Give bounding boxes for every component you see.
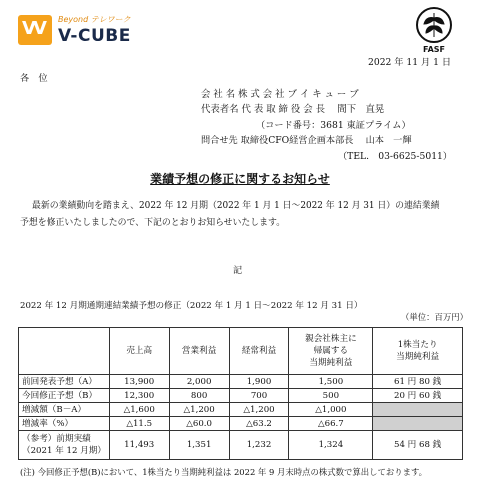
table-row-label: 前回発表予想（A） bbox=[19, 375, 110, 389]
representative-line: 代表者名 代 表 取 締 役 会 長 間下 直晃 bbox=[201, 104, 385, 115]
table-header-cell: 売上高 bbox=[109, 328, 169, 375]
table-header-cell: 親会社株主に 帰属する 当期純利益 bbox=[289, 328, 373, 375]
table-cell: 1,324 bbox=[289, 431, 373, 460]
recipient: 各 位 bbox=[20, 73, 48, 84]
forecast-table bbox=[18, 327, 463, 460]
table-cell: △1,200 bbox=[229, 403, 289, 417]
footnote: (注) 今回修正予想(B)において、1株当たり当期純利益は 2022 年 9 月末時点の株式数で算出しております。 bbox=[20, 467, 428, 477]
table-cell: 54 円 68 銭 bbox=[373, 431, 463, 460]
table-row-label: 増減額（B－A） bbox=[19, 403, 110, 417]
company-logo bbox=[18, 12, 168, 48]
company-name-line: 会 社 名 株 式 会 社 ブ イ キ ュ ー ブ bbox=[201, 89, 359, 100]
table-row bbox=[19, 417, 463, 431]
table-cell: △60.0 bbox=[169, 417, 229, 431]
table-cell: △66.7 bbox=[289, 417, 373, 431]
table-row-label: （参考）前期実績 （2021 年 12 月期） bbox=[19, 431, 110, 460]
v-logo-icon: V V bbox=[18, 15, 52, 45]
document-title: 業績予想の修正に関するお知らせ bbox=[150, 172, 330, 186]
stock-code-line: （コード番号：3681 東証プライム） bbox=[256, 120, 411, 131]
fasf-seal-icon bbox=[412, 6, 456, 44]
table-row bbox=[19, 431, 463, 460]
table-header-cell: 営業利益 bbox=[169, 328, 229, 375]
table-header-row bbox=[19, 328, 463, 375]
body-line-2: 予想を修正いたしましたので、下記のとおりお知らせいたします。 bbox=[20, 218, 286, 228]
table-cell: 800 bbox=[169, 389, 229, 403]
tel-line: （TEL. 03-6625-5011） bbox=[338, 151, 453, 162]
table-cell: 1,232 bbox=[229, 431, 289, 460]
unit-label: （単位：百万円） bbox=[401, 312, 468, 322]
table-cell: 1,351 bbox=[169, 431, 229, 460]
table-cell: 500 bbox=[289, 389, 373, 403]
contact-line: 問合せ先 取締役CFO経営企画本部長 山本 一輝 bbox=[201, 135, 412, 146]
table-cell-empty bbox=[373, 403, 463, 417]
table-row-label: 増減率（%） bbox=[19, 417, 110, 431]
table-cell: 2,000 bbox=[169, 375, 229, 389]
table-cell: 13,900 bbox=[109, 375, 169, 389]
table-cell: 1,900 bbox=[229, 375, 289, 389]
table-cell: △1,000 bbox=[289, 403, 373, 417]
table-cell: 11,493 bbox=[109, 431, 169, 460]
table-cell: 20 円 60 銭 bbox=[373, 389, 463, 403]
table-cell: 700 bbox=[229, 389, 289, 403]
section-title: 2022 年 12 月期通期連結業績予想の修正（2022 年 1 月 1 日～2022 年 12 月 31 日） bbox=[20, 301, 363, 311]
table-row bbox=[19, 389, 463, 403]
table-cell: 1,500 bbox=[289, 375, 373, 389]
logo-tagline: Beyond テレワーク bbox=[58, 15, 131, 24]
body-line-1: 最新の業績動向を踏まえ、2022 年 12 月期（2022 年 1 月 1 日～2022 年 12 月 31 日）の連結業績 bbox=[32, 201, 440, 211]
table-cell: △1,600 bbox=[109, 403, 169, 417]
table-header-cell: 1株当たり 当期純利益 bbox=[373, 328, 463, 375]
fasf-label: FASF bbox=[423, 45, 445, 54]
table-row bbox=[19, 375, 463, 389]
table-cell: 61 円 80 銭 bbox=[373, 375, 463, 389]
document-date: 2022 年 11 月 1 日 bbox=[368, 57, 452, 68]
table-cell-empty bbox=[373, 417, 463, 431]
table-header-cell bbox=[19, 328, 110, 375]
table-row-label: 今回修正予想（B） bbox=[19, 389, 110, 403]
table-cell: 12,300 bbox=[109, 389, 169, 403]
table-cell: △63.2 bbox=[229, 417, 289, 431]
logo-name: V-CUBE bbox=[58, 26, 131, 46]
table-row bbox=[19, 403, 463, 417]
fasf-badge bbox=[412, 6, 456, 54]
table-cell: △11.5 bbox=[109, 417, 169, 431]
ki-heading: 記 bbox=[233, 265, 243, 276]
table-cell: △1,200 bbox=[169, 403, 229, 417]
table-header-cell: 経常利益 bbox=[229, 328, 289, 375]
